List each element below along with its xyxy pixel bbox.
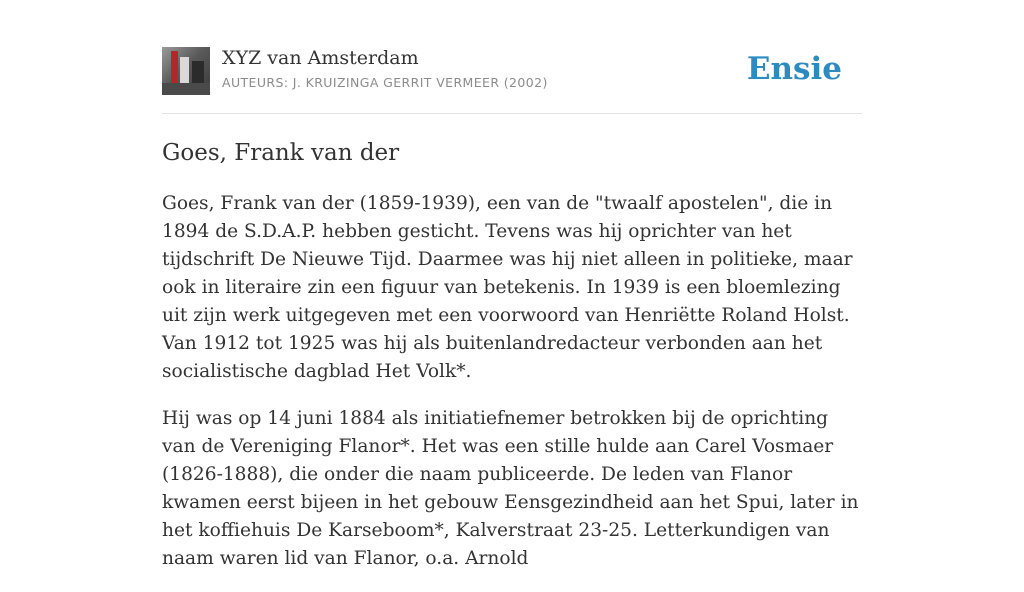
avatar-image-detail [162, 83, 210, 95]
entry-paragraph: Goes, Frank van der (1859-1939), een van de "twaalf apostelen", die in 1894 de S.D.A.P. hebben gesticht. Tevens was hij oprichter van het tijdschrift De Nieuwe Tijd. Daarmee was hij niet alleen in politieke, maar ook in literaire zin een figuur van betekenis. In 1939 is een bloemlezing uit zijn werk uitgegeven met een voorwoord van Henriëtte Roland Holst. Van 1912 tot 1925 was hij als buitenlandredacteur verbonden aan het socialistische dagblad Het Volk*. [162, 193, 853, 382]
entry-body [162, 190, 862, 592]
ensie-logo[interactable]: Ensie [746, 51, 842, 87]
entry-title: Goes, Frank van der [162, 140, 400, 166]
book-authors: AUTEURS: J. KRUIZINGA GERRIT VERMEER (2002) [222, 75, 548, 90]
book-cover-avatar[interactable] [162, 47, 210, 95]
header-divider [162, 113, 862, 114]
entry-paragraph: Hij was op 14 juni 1884 als initiatiefnemer betrokken bij de oprichting van de Vereniging Flanor*. Het was een stille hulde aan Carel Vosmaer (1826-1888), die onder die naam publiceerde. De leden van Flanor kwamen eerst bijeen in het gebouw Eensgezindheid aan het Spui, later in het koffiehuis De Karseboom*, Kalverstraat 23-25. Letterkundigen van naam waren lid van Flanor, o.a. Arnold [162, 408, 859, 569]
book-title-link[interactable]: XYZ van Amsterdam [222, 47, 419, 69]
book-header [162, 47, 862, 95]
